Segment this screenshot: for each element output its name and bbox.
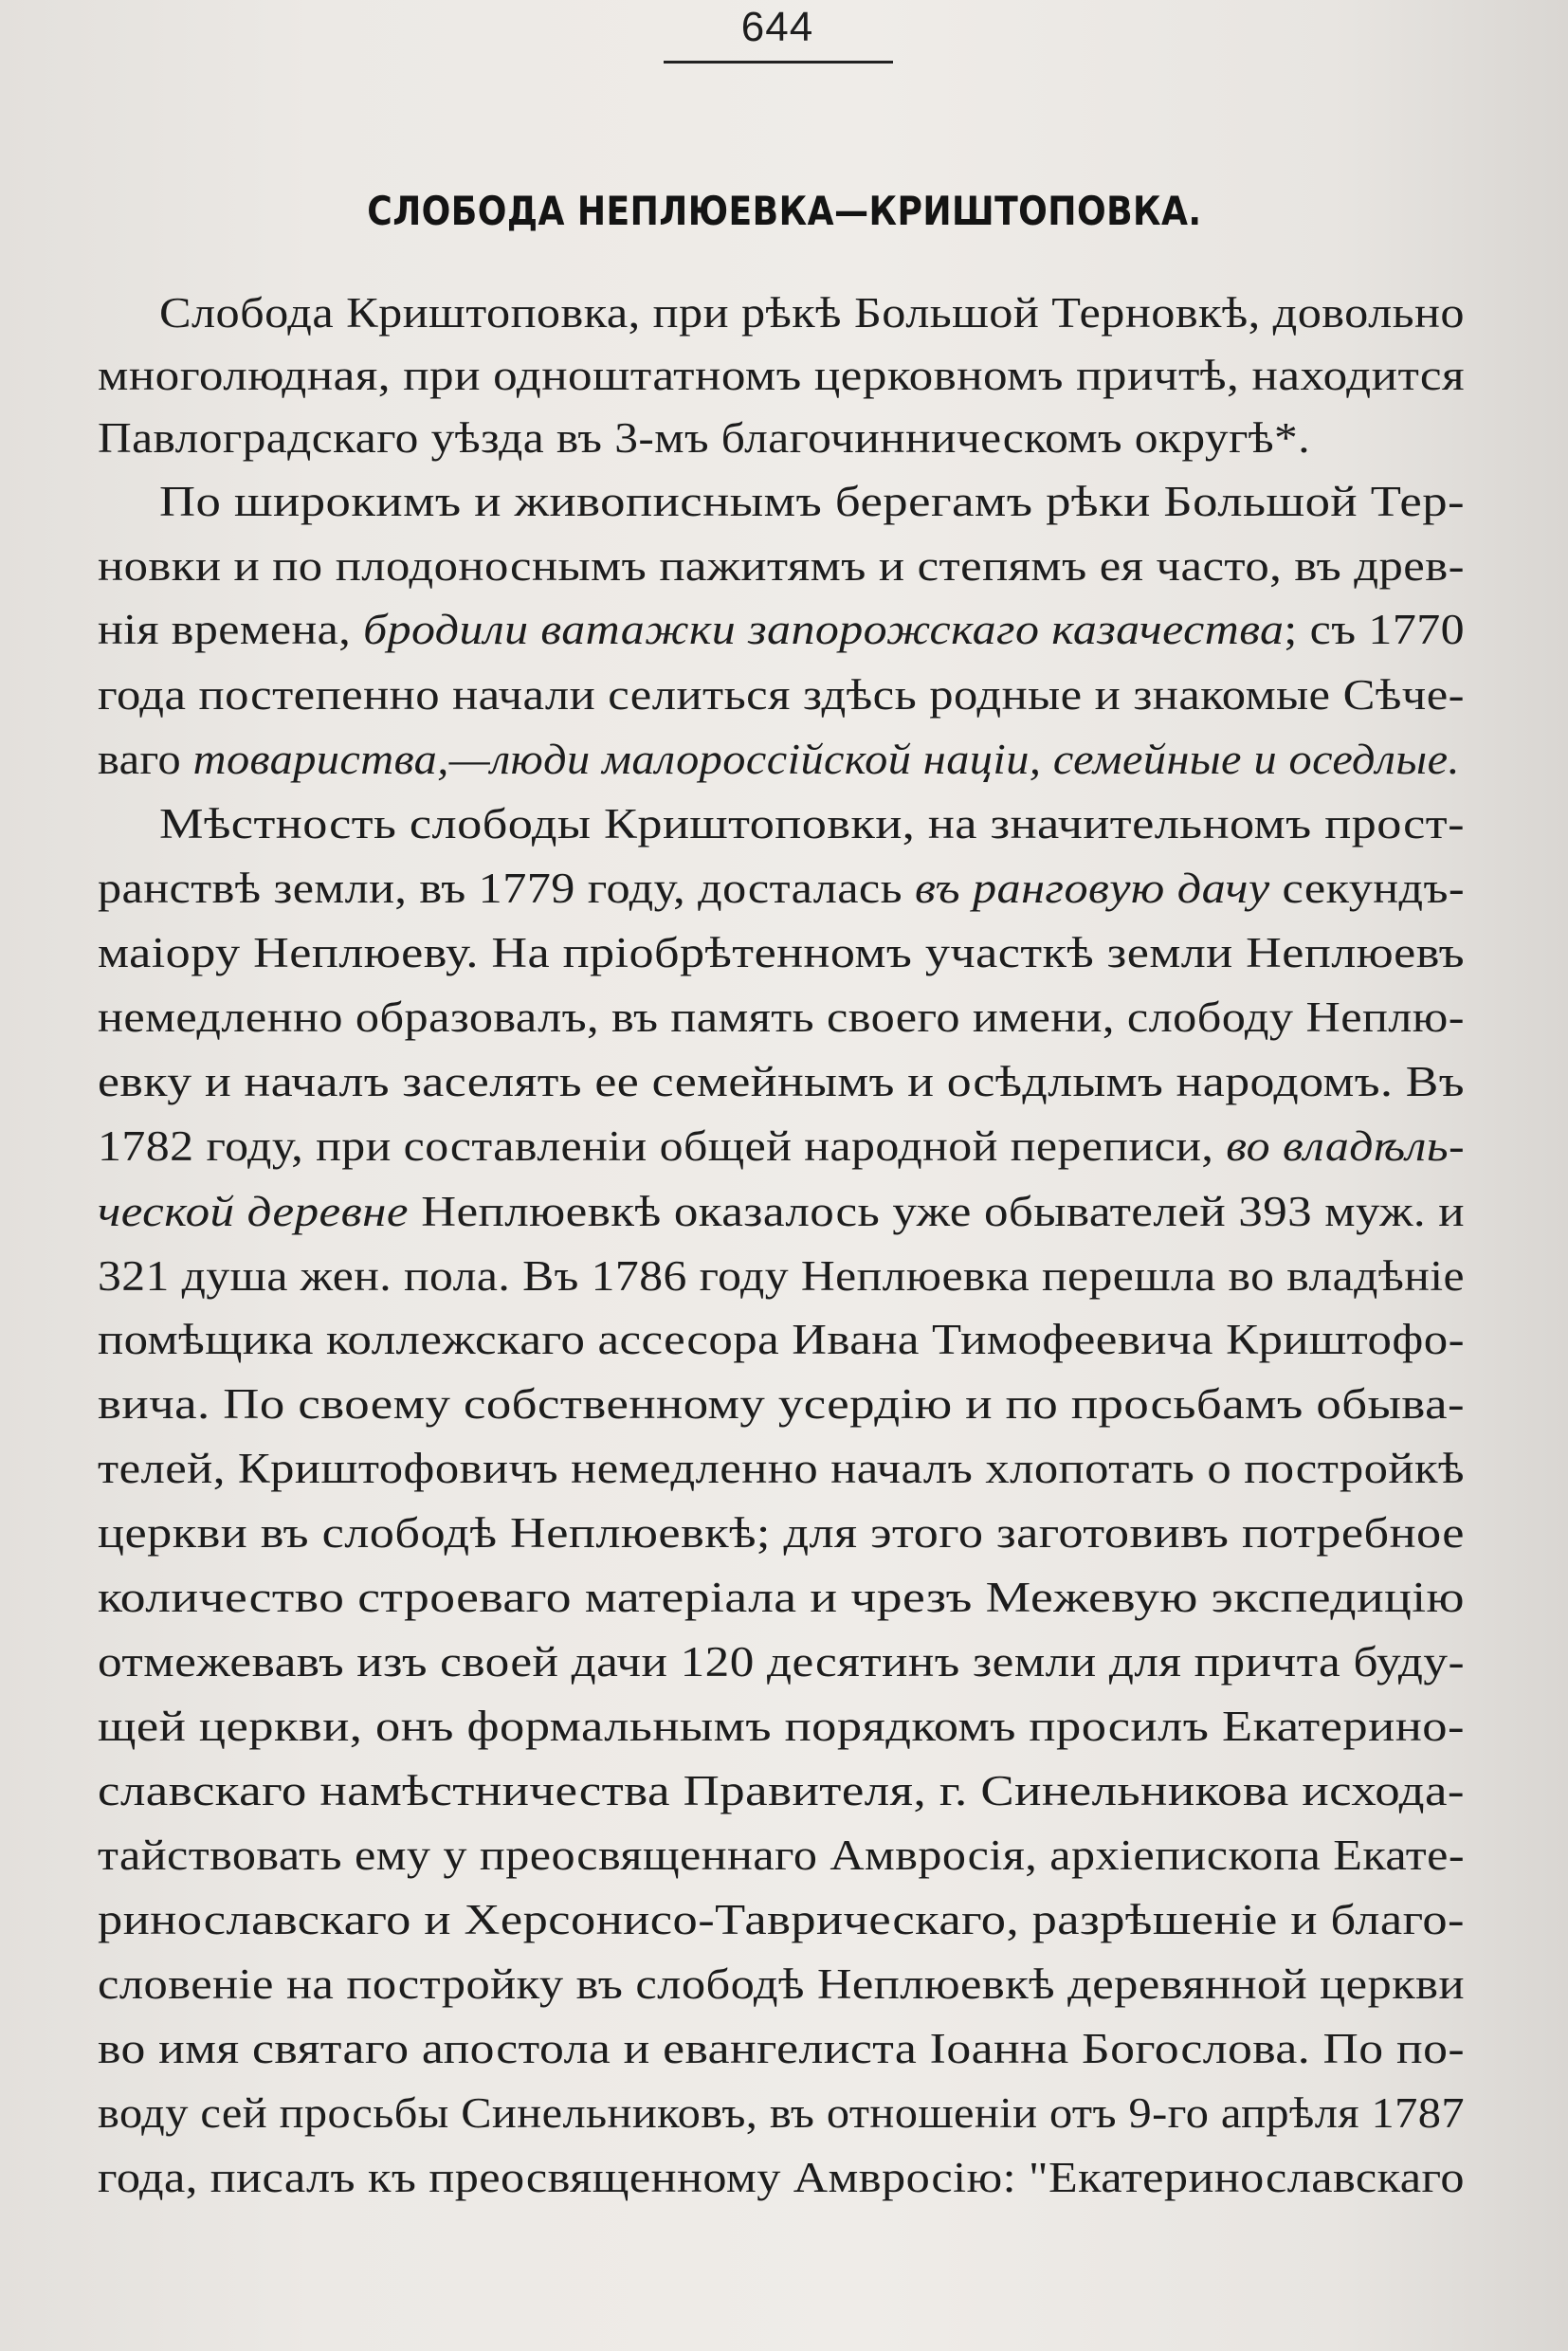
text-line-content <box>98 1891 1465 1948</box>
text-run: Неплюевкѣ оказалось уже обывателей 393 муж. и <box>409 1188 1466 1235</box>
text-line <box>0 538 1568 594</box>
text-run: во имя святаго апостола и евангелиста Іоанна Богослова. По по- <box>98 2025 1466 2072</box>
chapter-heading: СЛОБОДА НЕПЛЮЕВКА—КРИШТОПОВКА. <box>367 188 1202 234</box>
text-line-content <box>159 284 1465 341</box>
italic-text: ческой деревне <box>98 1188 410 1235</box>
text-run: По широкимъ и живописнымъ берегамъ рѣки Большой Тер- <box>159 478 1466 525</box>
text-line-content <box>98 1118 1465 1175</box>
text-line-content <box>98 731 1460 788</box>
text-line-content <box>98 1053 1465 1110</box>
text-line-content <box>98 1248 1465 1304</box>
text-line <box>0 2085 1568 2141</box>
text-line <box>0 2149 1568 2206</box>
page-number-rule <box>664 61 893 64</box>
text-run: отмежевавъ изъ своей дачи 120 десятинъ земли для причта буду- <box>98 1638 1465 1686</box>
text-line <box>0 1891 1568 1948</box>
text-line-content <box>159 473 1465 530</box>
text-run: секундъ- <box>1269 865 1466 912</box>
text-run: помѣщика коллежскаго ассесора Ивана Тимофеевича Криштофо- <box>98 1316 1466 1363</box>
text-run: славскаго намѣстничества Правителя, г. Синельникова исхода- <box>98 1767 1466 1814</box>
text-line <box>0 1376 1568 1432</box>
text-line-content <box>98 2020 1465 2077</box>
text-line-content <box>98 1376 1465 1432</box>
text-line-content <box>98 410 1310 466</box>
text-run: ринославскаго и Херсонисо-Таврическаго, разрѣшеніе и благо- <box>98 1896 1465 1943</box>
text-run: евку и началъ заселять ее семейнымъ и осѣдлымъ народомъ. Въ <box>98 1058 1466 1105</box>
text-run: воду сей просьбы Синельниковъ, въ отношеніи отъ 9-го апрѣля 1787 <box>98 2089 1465 2137</box>
italic-text: товариства,—люди малороссійской націи, семейные и оседлые. <box>192 736 1460 783</box>
text-run: Мѣстность слободы Криштоповки, на значительномъ прост- <box>159 800 1465 847</box>
text-line <box>0 1569 1568 1626</box>
text-line-content <box>98 1762 1465 1819</box>
italic-text: во владѣль- <box>1226 1122 1466 1170</box>
text-line <box>0 410 1568 466</box>
text-line <box>0 666 1568 723</box>
text-line <box>0 860 1568 917</box>
text-line <box>0 347 1568 404</box>
text-run: словеніе на постройку въ слободѣ Неплюевкѣ деревянной церкви <box>98 1960 1465 2008</box>
text-line <box>0 1698 1568 1755</box>
text-line <box>0 1440 1568 1497</box>
text-line <box>0 1762 1568 1819</box>
text-line-content <box>98 2085 1465 2141</box>
text-run: года постепенно начали селиться здѣсь родные и знакомые Сѣче- <box>98 671 1465 719</box>
text-line <box>0 1311 1568 1368</box>
text-run: многолюдная, при одноштатномъ церковномъ причтѣ, находится <box>98 352 1466 399</box>
text-line-content <box>98 601 1465 658</box>
text-line <box>0 473 1568 530</box>
text-run: ваго <box>98 736 193 783</box>
text-run: года, писалъ къ преосвященному Амвросію: "Екатеринославскаго <box>98 2154 1465 2201</box>
text-run: телей, Криштофовичъ немедленно началъ хлопотать о постройкѣ <box>98 1445 1465 1492</box>
text-run: 321 душа жен. пола. Въ 1786 году Неплюевка перешла во владѣніе <box>98 1252 1466 1300</box>
text-line <box>0 1827 1568 1884</box>
text-line <box>0 1956 1568 2013</box>
text-line-content <box>159 795 1465 852</box>
text-line-content <box>98 538 1465 594</box>
text-run: Слобода Криштоповка, при рѣкѣ Большой Терновкѣ, довольно <box>159 289 1465 337</box>
italic-text: въ ранговую дачу <box>914 865 1270 912</box>
page-number: 644 <box>740 4 814 50</box>
text-run: церкви въ слободѣ Неплюевкѣ; для этого заготовивъ потребное <box>98 1509 1465 1557</box>
text-line-content <box>98 1827 1465 1884</box>
text-run: новки и по плодоноснымъ пажитямъ и степямъ ея часто, въ древ- <box>98 542 1465 590</box>
text-run: Павлоградскаго уѣзда въ 3-мъ благочинническомъ округѣ*. <box>98 414 1311 462</box>
text-line <box>0 1053 1568 1110</box>
text-run: количество строеваго матеріала и чрезъ Межевую экспедицію <box>98 1574 1466 1621</box>
text-line-content <box>98 1183 1465 1240</box>
text-line <box>0 731 1568 788</box>
text-run: немедленно образовалъ, въ память своего имени, слободу Неплю- <box>98 993 1465 1041</box>
text-line <box>0 1248 1568 1304</box>
text-line-content <box>98 1956 1465 2013</box>
text-run: щей церкви, онъ формальнымъ порядкомъ просилъ Екатерино- <box>98 1703 1465 1750</box>
text-line <box>0 989 1568 1046</box>
text-line <box>0 924 1568 981</box>
text-line-content <box>98 1569 1465 1626</box>
text-run: 1782 году, при составленіи общей народной переписи, <box>98 1122 1227 1170</box>
text-run: ; съ 1770 <box>1284 606 1466 653</box>
text-run: ранствѣ земли, въ 1779 году, досталась <box>98 865 915 912</box>
text-line <box>0 1504 1568 1561</box>
text-run: вича. По своему собственному усердію и по просьбамъ обыва- <box>98 1380 1466 1428</box>
text-line-content <box>98 989 1465 1046</box>
text-line-content <box>98 347 1465 404</box>
text-line <box>0 2020 1568 2077</box>
text-line-content <box>98 860 1465 917</box>
text-line <box>0 601 1568 658</box>
italic-text: бродили ватажки запорожскаго казачества <box>363 606 1285 653</box>
text-line <box>0 1183 1568 1240</box>
text-line-content <box>98 1440 1465 1497</box>
text-line-content <box>98 1504 1465 1561</box>
text-line <box>0 284 1568 341</box>
text-line-content <box>98 1633 1465 1690</box>
text-line-content <box>98 2149 1465 2206</box>
text-line <box>0 1118 1568 1175</box>
text-run: маіору Неплюеву. На пріобрѣтенномъ участкѣ земли Неплюевъ <box>98 929 1466 976</box>
text-line <box>0 795 1568 852</box>
text-line <box>0 1633 1568 1690</box>
text-run: тайствовать ему у преосвященнаго Амвросія, архіепископа Екате- <box>98 1832 1466 1879</box>
text-line-content <box>98 666 1465 723</box>
text-run: нія времена, <box>98 606 364 653</box>
text-line-content <box>98 924 1465 981</box>
text-line-content <box>98 1698 1465 1755</box>
text-line-content <box>98 1311 1465 1368</box>
